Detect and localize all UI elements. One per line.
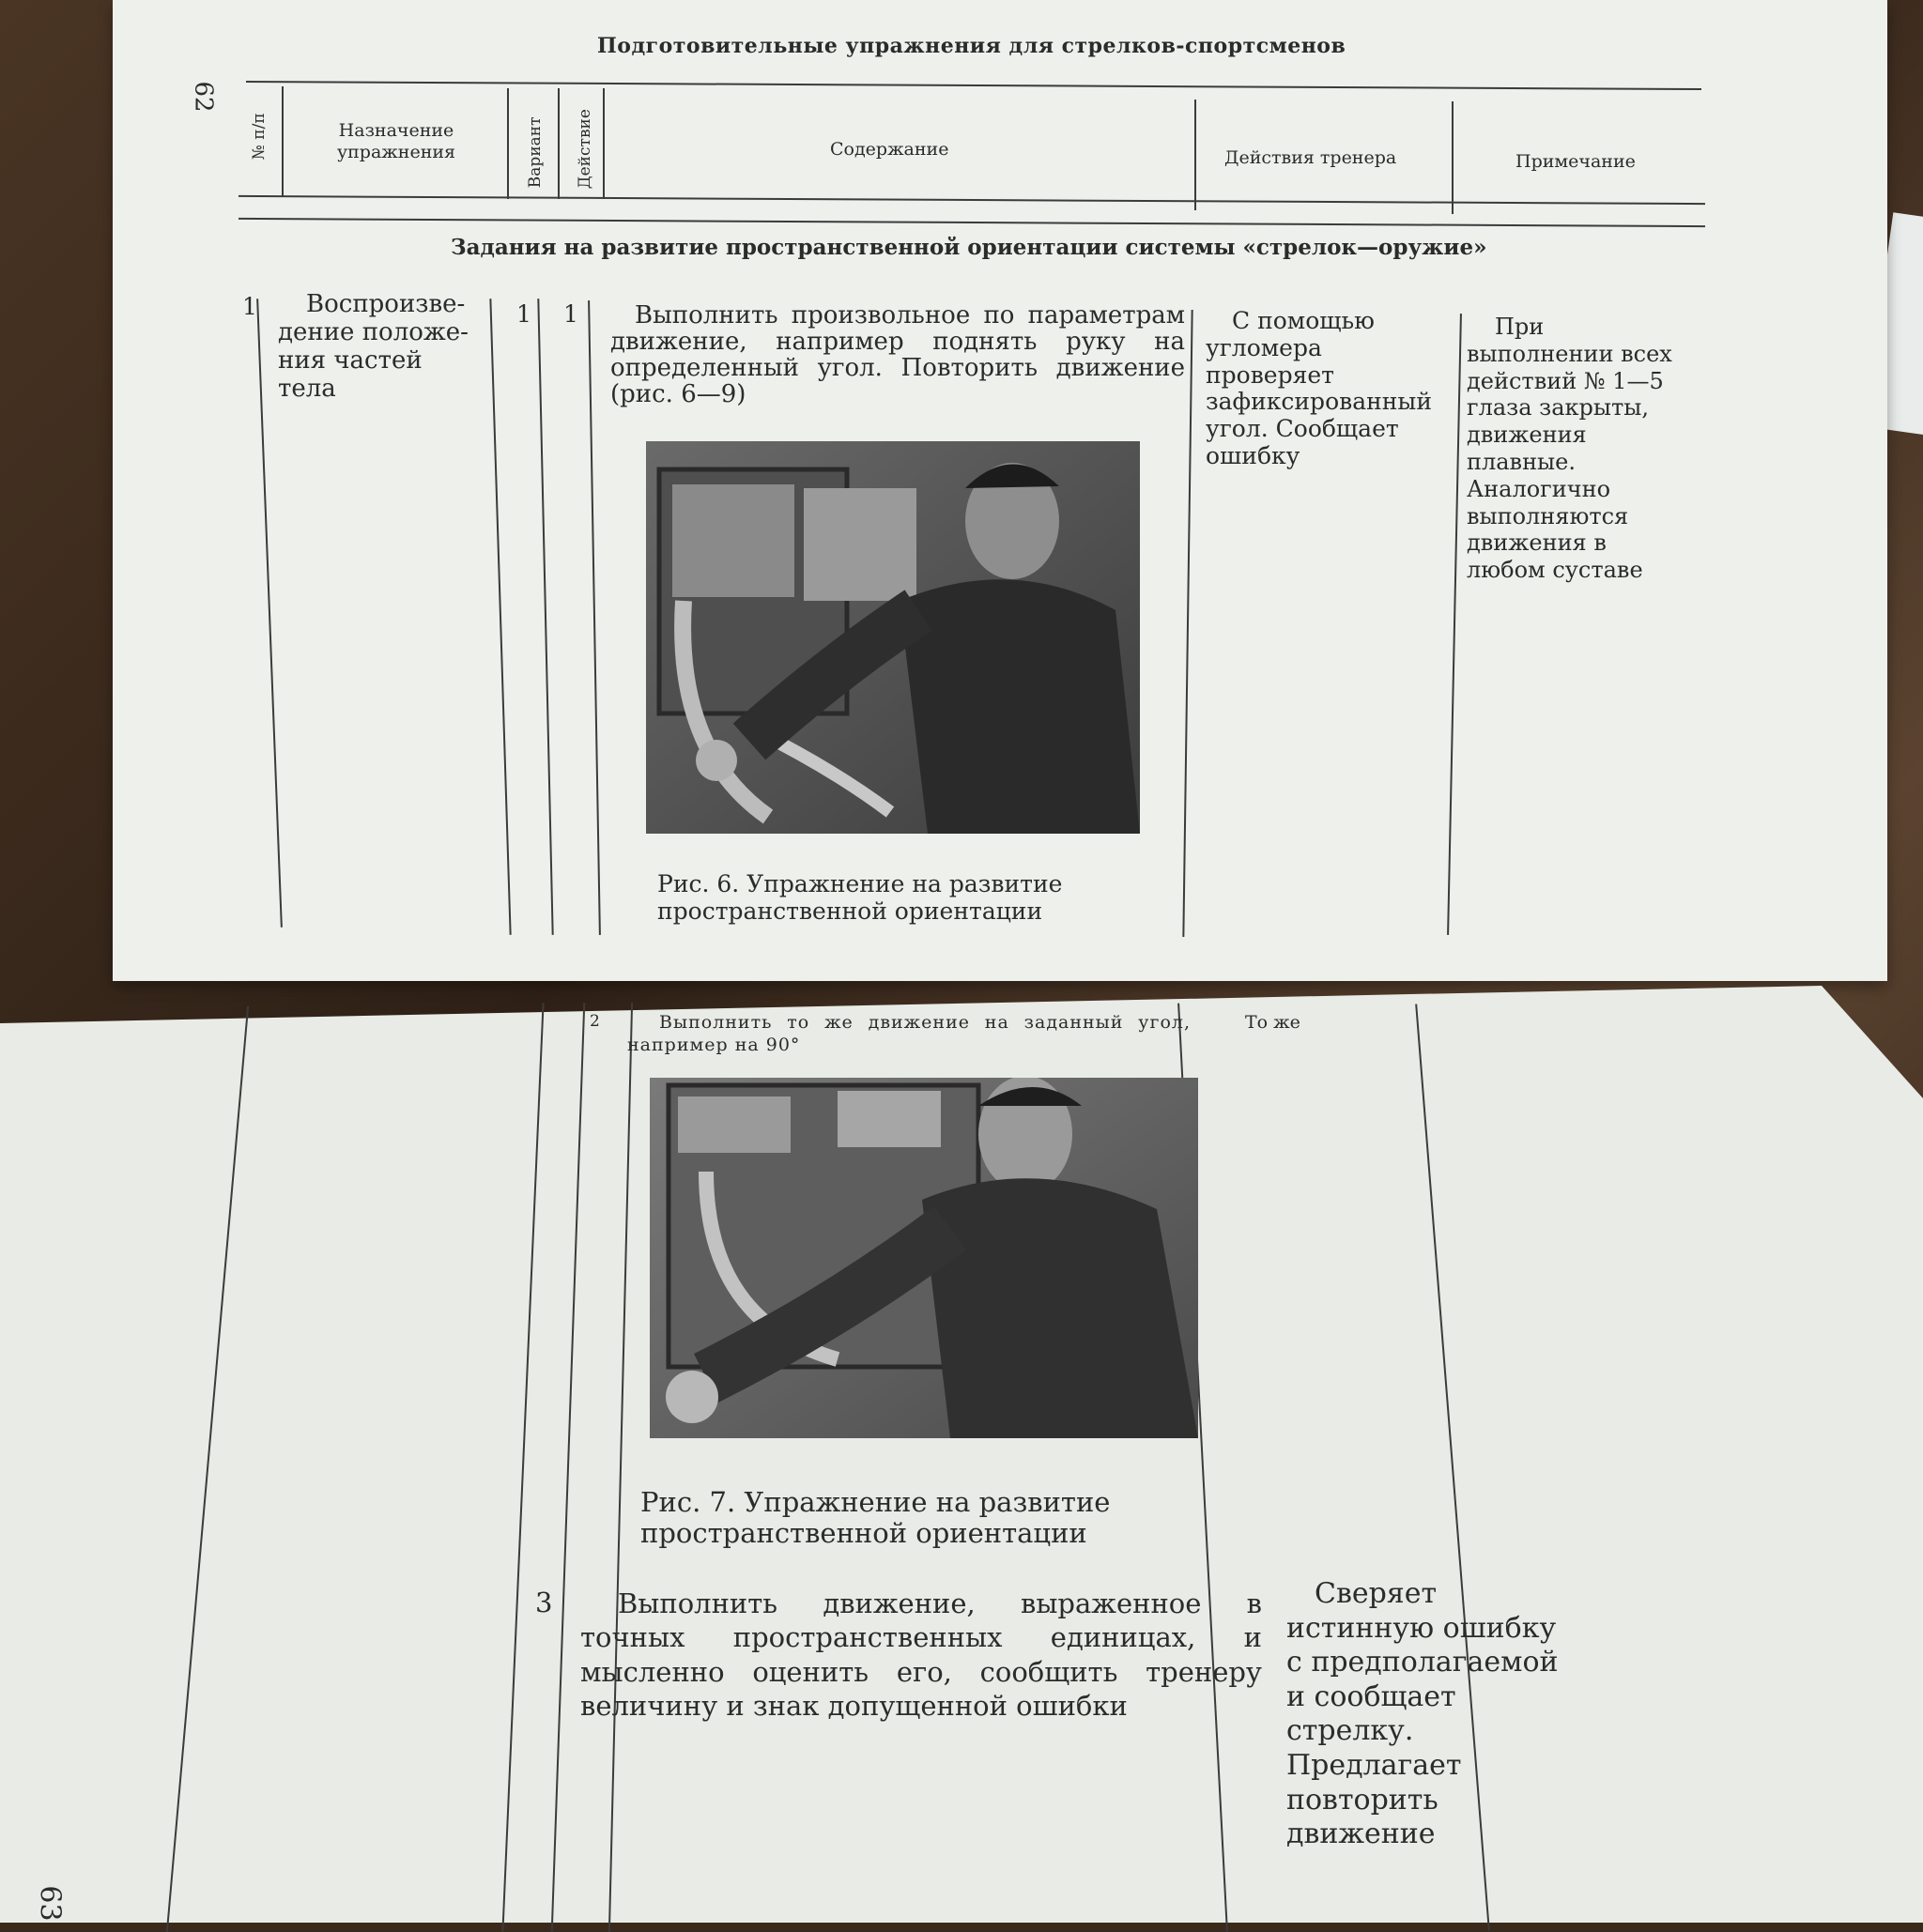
header-sep: [282, 86, 284, 197]
header-coach: Действия тренера: [1224, 147, 1397, 168]
header-sep: [507, 88, 509, 199]
header-variant: Вариант: [525, 116, 545, 189]
row3-coach: Сверяет истинную ошибку с предполагаемой и сообщает стрелку. Предлагает повторить движение: [1286, 1577, 1559, 1851]
row1-content: Выполнить произвольное по параметрам движение, например поднять руку на определенный угол. Повторить движение (рис. 6—9): [610, 301, 1185, 409]
row2-content: Выполнить то же движение на заданный угол, например на 90°: [627, 1012, 1191, 1055]
row1-note: При выполнении всех действий № 1—5 глаза закрыты, движения плавные. Аналогично выполняются движения в любом суставе: [1467, 314, 1672, 584]
header-sep: [603, 88, 605, 199]
header-sep: [1194, 100, 1196, 210]
page-number-right: 63: [33, 1885, 67, 1922]
header-purpose: Назначение упражнения: [336, 120, 456, 162]
row1-variant: 1: [516, 300, 531, 328]
section-title: Задания на развитие пространственной ориентации системы «стрелок—оружие»: [451, 235, 1487, 260]
figure-6-photo: [646, 441, 1140, 834]
row1-action: 1: [563, 300, 578, 328]
row2-coach: То же: [1245, 1012, 1300, 1033]
figure-7-caption: Рис. 7. Упражнение на развитие пространственной ориентации: [640, 1486, 1111, 1550]
header-content: Содержание: [830, 139, 949, 160]
header-sep: [1452, 101, 1454, 214]
running-header: Подготовительные упражнения для стрелков-спортсменов: [597, 34, 1346, 58]
row2-action: 2: [590, 1012, 600, 1031]
page-number-left: 62: [189, 81, 218, 113]
header-note: Примечание: [1515, 151, 1636, 172]
figure-6-caption: Рис. 6. Упражнение на развитие пространственной ориентации: [657, 870, 1063, 925]
row3-action: 3: [535, 1587, 553, 1618]
row1-purpose: Воспроизве-дение положе-ния частей тела: [278, 290, 469, 403]
header-action: Действие: [575, 109, 594, 190]
header-num: № п/п: [249, 113, 269, 161]
row3-content: Выполнить движение, выраженное в точных пространственных единицах, и мысленно оценить его, сообщить тренеру величину и знак допущенной ошибки: [580, 1587, 1262, 1722]
row1-num: 1: [242, 293, 257, 320]
figure-7-photo: [650, 1078, 1198, 1438]
header-sep: [558, 88, 560, 199]
row1-coach: С помощью угломера проверяет зафиксированный угол. Сообщает ошибку: [1206, 307, 1432, 469]
